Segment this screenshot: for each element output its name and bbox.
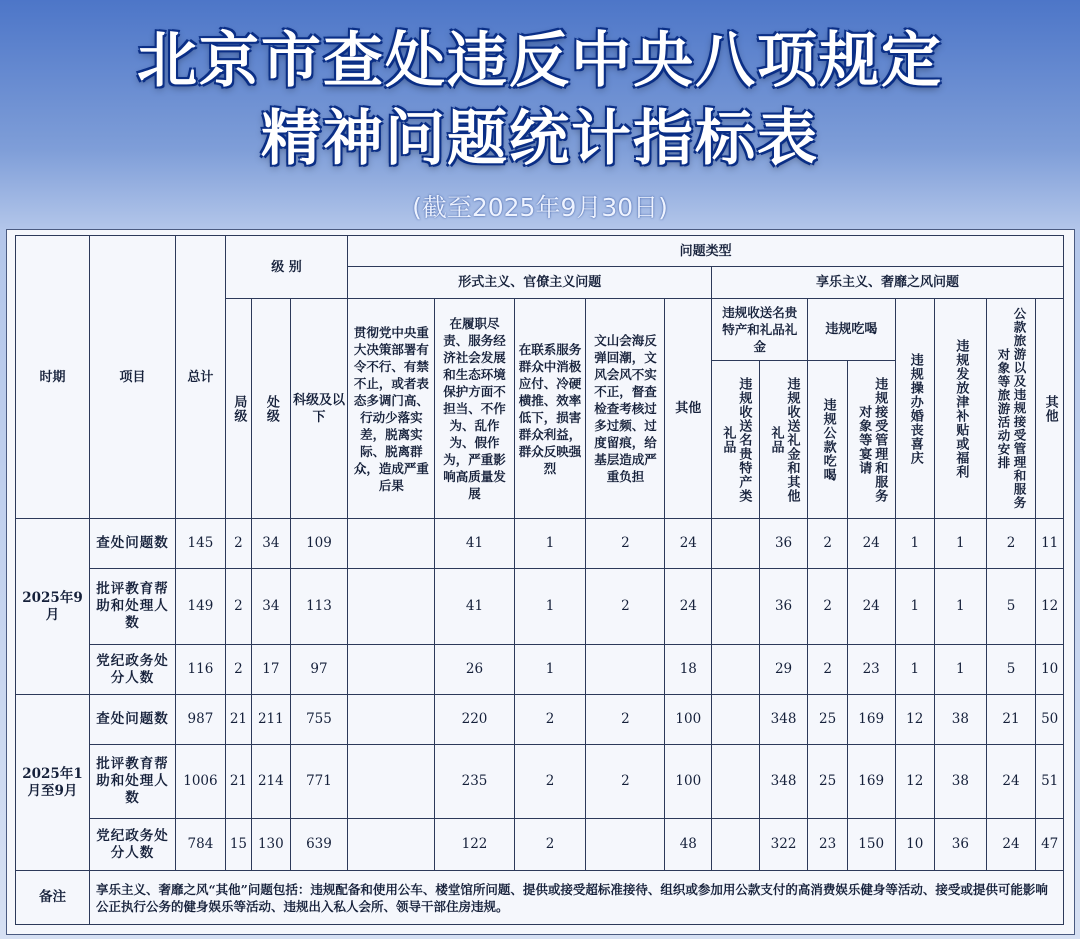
travel-cell: 5: [986, 569, 1036, 645]
wedding-cell: 1: [895, 569, 935, 645]
section-cell: 109: [290, 519, 348, 569]
f1-cell: [348, 695, 435, 745]
table-row: [16, 519, 1064, 569]
total-cell: 784: [176, 819, 226, 871]
section-cell: 97: [290, 645, 348, 695]
dine1-cell: 2: [808, 569, 848, 645]
dine1-cell: 2: [808, 645, 848, 695]
division-cell: 17: [252, 645, 291, 695]
period-cell: 2025年1月至9月: [16, 695, 90, 871]
f-other-cell: 100: [665, 745, 712, 819]
note-label: 备注: [16, 871, 90, 925]
header-item: 项目: [89, 236, 175, 519]
subsidy-cell: 1: [935, 645, 987, 695]
item-cell: 党纪政务处分人数: [89, 819, 175, 871]
f4-cell: 2: [586, 695, 665, 745]
f4-cell: 2: [586, 519, 665, 569]
h-other-cell: 50: [1036, 695, 1064, 745]
gift2-cell: 348: [759, 745, 808, 819]
f-other-cell: 24: [665, 569, 712, 645]
division-cell: 211: [252, 695, 291, 745]
gift1-cell: [712, 745, 760, 819]
section-cell: 771: [290, 745, 348, 819]
section-cell: 113: [290, 569, 348, 645]
header-formalism-duty: 在履职尽责、服务经济社会发展和生态环境保护方面不担当、不作为、乱作为、假作为，严重影响高质量发展: [435, 299, 514, 519]
header-level-section: 科级及以下: [290, 299, 348, 519]
subsidy-cell: 1: [935, 569, 987, 645]
total-cell: 1006: [176, 745, 226, 819]
f-other-cell: 18: [665, 645, 712, 695]
header-dining-banquet: 违规接受管理和服务对象等宴请: [847, 361, 895, 519]
header-total: 总计: [176, 236, 226, 519]
page-title-line1: 北京市查处违反中央八项规定: [137, 26, 943, 96]
table-row: [16, 745, 1064, 819]
item-cell: 查处问题数: [89, 519, 175, 569]
header-formalism-decision: 贯彻党中央重大决策部署有令不行、有禁不止，或者表态多调门高、行动少落实差，脱离实际、脱离群众，造成严重后果: [348, 299, 435, 519]
f4-cell: [586, 819, 665, 871]
bureau-cell: 2: [225, 569, 251, 645]
gift2-cell: 29: [759, 645, 808, 695]
header-level: 级 别: [225, 236, 348, 299]
bureau-cell: 2: [225, 519, 251, 569]
total-cell: 987: [176, 695, 226, 745]
gift1-cell: [712, 569, 760, 645]
header-level-division: 处级: [252, 299, 291, 519]
f2-cell: 41: [435, 569, 514, 645]
dine1-cell: 25: [808, 745, 848, 819]
division-cell: 34: [252, 569, 291, 645]
table-row: [16, 819, 1064, 871]
h-other-cell: 10: [1036, 645, 1064, 695]
dine2-cell: 169: [847, 745, 895, 819]
f3-cell: 2: [514, 695, 586, 745]
f2-cell: 41: [435, 519, 514, 569]
header-dining-public: 违规公款吃喝: [808, 361, 848, 519]
f4-cell: 2: [586, 569, 665, 645]
total-cell: 116: [176, 645, 226, 695]
dine2-cell: 24: [847, 569, 895, 645]
gift1-cell: [712, 819, 760, 871]
bureau-cell: 21: [225, 745, 251, 819]
f4-cell: 2: [586, 745, 665, 819]
header-subsidy: 违规发放津补贴或福利: [935, 299, 987, 519]
f1-cell: [348, 645, 435, 695]
header-formalism-other: 其他: [665, 299, 712, 519]
header-travel: 公款旅游以及违规接受管理和服务对象等旅游活动安排: [986, 299, 1036, 519]
travel-cell: 2: [986, 519, 1036, 569]
f1-cell: [348, 519, 435, 569]
item-cell: 查处问题数: [89, 695, 175, 745]
gift2-cell: 36: [759, 519, 808, 569]
total-cell: 149: [176, 569, 226, 645]
gift1-cell: [712, 519, 760, 569]
period-cell: 2025年9月: [16, 519, 90, 695]
dine2-cell: 169: [847, 695, 895, 745]
f3-cell: 1: [514, 519, 586, 569]
header-wedding: 违规操办婚丧喜庆: [895, 299, 935, 519]
item-cell: 批评教育帮助和处理人数: [89, 745, 175, 819]
table-row: [16, 569, 1064, 645]
header-formalism: 形式主义、官僚主义问题: [348, 267, 712, 299]
f-other-cell: 24: [665, 519, 712, 569]
dine2-cell: 24: [847, 519, 895, 569]
subsidy-cell: 1: [935, 519, 987, 569]
dine1-cell: 25: [808, 695, 848, 745]
travel-cell: 24: [986, 745, 1036, 819]
table-row: [16, 645, 1064, 695]
header-hedonism: 享乐主义、奢靡之风问题: [712, 267, 1064, 299]
division-cell: 34: [252, 519, 291, 569]
h-other-cell: 11: [1036, 519, 1064, 569]
travel-cell: 24: [986, 819, 1036, 871]
note-text: 享乐主义、奢靡之风“其他”问题包括：违规配备和使用公车、楼堂馆所问题、提供或接受超标准接待、组织或参加用公款支付的高消费娱乐健身等活动、接受或提供可能影响公正执行公务的健身娱乐等活动、违规出入私人会所、领导干部住房违规。: [89, 871, 1063, 925]
f1-cell: [348, 745, 435, 819]
dine2-cell: 23: [847, 645, 895, 695]
page-subtitle-date: (截至2025年9月30日): [412, 193, 668, 222]
gift1-cell: [712, 695, 760, 745]
header-hedonism-other: 其他: [1036, 299, 1064, 519]
f-other-cell: 100: [665, 695, 712, 745]
dine1-cell: 2: [808, 519, 848, 569]
section-cell: 755: [290, 695, 348, 745]
gift1-cell: [712, 645, 760, 695]
item-cell: 批评教育帮助和处理人数: [89, 569, 175, 645]
header-gift-specialty: 违规收送名贵特产类礼品: [712, 361, 760, 519]
dine2-cell: 150: [847, 819, 895, 871]
f3-cell: 1: [514, 645, 586, 695]
f1-cell: [348, 819, 435, 871]
subsidy-cell: 38: [935, 745, 987, 819]
header-dining-group: 违规吃喝: [808, 299, 895, 361]
f2-cell: 26: [435, 645, 514, 695]
table-row: [16, 695, 1064, 745]
page-title-line2: 精神问题统计指标表: [261, 104, 819, 174]
f2-cell: 220: [435, 695, 514, 745]
division-cell: 130: [252, 819, 291, 871]
wedding-cell: 12: [895, 745, 935, 819]
bureau-cell: 2: [225, 645, 251, 695]
note-row: [16, 871, 1064, 925]
travel-cell: 21: [986, 695, 1036, 745]
statistics-table: [15, 235, 1064, 925]
f3-cell: 2: [514, 745, 586, 819]
header-formalism-meetings: 文山会海反弹回潮，文风会风不实不正，督查检查考核过多过频、过度留痕，给基层造成严重负担: [586, 299, 665, 519]
f2-cell: 122: [435, 819, 514, 871]
wedding-cell: 1: [895, 645, 935, 695]
wedding-cell: 12: [895, 695, 935, 745]
f3-cell: 1: [514, 569, 586, 645]
f3-cell: 2: [514, 819, 586, 871]
subsidy-cell: 36: [935, 819, 987, 871]
bureau-cell: 21: [225, 695, 251, 745]
gift2-cell: 348: [759, 695, 808, 745]
h-other-cell: 12: [1036, 569, 1064, 645]
f2-cell: 235: [435, 745, 514, 819]
header-period: 时期: [16, 236, 90, 519]
header-gift-group: 违规收送名贵特产和礼品礼金: [712, 299, 808, 361]
header-level-bureau: 局级: [225, 299, 251, 519]
total-cell: 145: [176, 519, 226, 569]
wedding-cell: 1: [895, 519, 935, 569]
h-other-cell: 51: [1036, 745, 1064, 819]
dine1-cell: 23: [808, 819, 848, 871]
header-formalism-service: 在联系服务群众中消极应付、冷硬横推、效率低下，损害群众利益，群众反映强烈: [514, 299, 586, 519]
f4-cell: [586, 645, 665, 695]
section-cell: 639: [290, 819, 348, 871]
gift2-cell: 36: [759, 569, 808, 645]
division-cell: 214: [252, 745, 291, 819]
subsidy-cell: 38: [935, 695, 987, 745]
h-other-cell: 47: [1036, 819, 1064, 871]
header-problem-type: 问题类型: [348, 236, 1064, 267]
f1-cell: [348, 569, 435, 645]
item-cell: 党纪政务处分人数: [89, 645, 175, 695]
wedding-cell: 10: [895, 819, 935, 871]
travel-cell: 5: [986, 645, 1036, 695]
header-gift-cash: 违规收送礼金和其他礼品: [759, 361, 808, 519]
gift2-cell: 322: [759, 819, 808, 871]
f-other-cell: 48: [665, 819, 712, 871]
bureau-cell: 15: [225, 819, 251, 871]
